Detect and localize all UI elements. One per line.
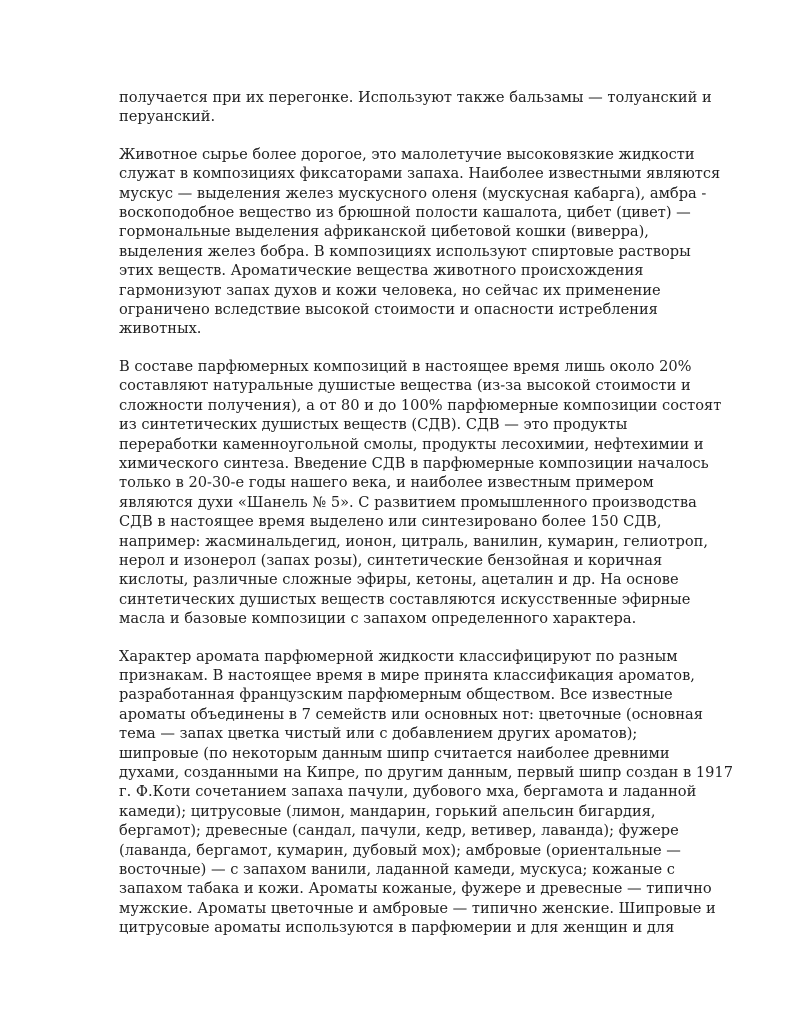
text-line: мужские. Ароматы цветочные и амбровые — типично женские. Шипровые и [119,899,716,917]
text-line: ограничено вследствие высокой стоимости и опасности истребления [119,301,658,319]
text-line: цитрусовые ароматы используются в парфюмерии и для женщин и для [119,919,675,937]
text-line: ароматы объединены в 7 семейств или основных нот: цветочные (основная [119,705,703,723]
text-line: нерол и изонерол (запах розы), синтетические бензойная и коричная [119,551,663,569]
text-line: СДВ в настоящее время выделено или синтезировано более 150 СДВ, [119,513,662,531]
text-line: животных. [119,320,202,338]
text-line: камеди); цитрусовые (лимон, мандарин, горький апельсин бигардия, [119,802,656,820]
text-line: запахом табака и кожи. Ароматы кожаные, фужере и древесные — типично [119,880,712,898]
text-line: получается при их перегонке. Используют также бальзамы — толуанский и [119,89,712,106]
text-line: Характер аромата парфюмерной жидкости классифицируют по разным [119,647,678,665]
text-line: воскоподобное вещество из брюшной полости кашалота, цибет (цивет) — [119,204,691,222]
text-line: перуанский. [119,108,216,126]
text-line: только в 20-30-е годы нашего века, и наиболее известным примером [119,474,654,492]
text-line: переработки каменноугольной смолы, продукты лесохимии, нефтехимии и [119,435,704,453]
text-line: разработанная французским парфюмерным обществом. Все известные [119,686,673,704]
text-line: масла и базовые композиции с запахом определенного характера. [119,610,637,628]
text-line: тема — запах цветка чистый или с добавлением других ароматов); [119,725,638,743]
text-line: например: жасминальдегид, ионон, цитраль, ванилин, кумарин, гелиотроп, [119,532,708,550]
text-line: химического синтеза. Введение СДВ в парфюмерные композиции началось [119,454,709,472]
text-line: сложности получения), а от 80 и до 100% парфюмерные композиции состоят [119,396,722,414]
text-line: (лаванда, бергамот, кумарин, дубовый мох); амбровые (ориентальные — [119,841,681,859]
text-line: духами, созданными на Кипре, по другим данным, первый шипр создан в 1917 [119,764,734,781]
paragraph-4 [119,647,734,938]
text-line: шипровые (по некоторым данным шипр считается наиболее древними [119,744,670,762]
text-line: В составе парфюмерных композиций в настоящее время лишь около 20% [119,357,692,375]
text-line: этих веществ. Ароматические вещества животного происхождения [119,262,644,280]
text-line: гормональные выделения африканской цибетовой кошки (виверра), [119,223,649,241]
text-line: мускус — выделения желез мускусного оленя (мускусная кабарга), амбра - [119,184,707,202]
text-line: признакам. В настоящее время в мире принята классификация ароматов, [119,666,695,684]
document-page [119,88,734,956]
paragraph-2 [119,145,721,339]
text-line: Животное сырье более дорогое, это малолетучие высоковязкие жидкости [119,145,695,163]
text-line: синтетических душистых веществ составляются искусственные эфирные [119,590,691,608]
text-line: из синтетических душистых веществ (СДВ). СДВ — это продукты [119,416,628,434]
paragraph-3 [119,357,722,629]
text-line: г. Ф.Коти сочетанием запаха пачули, дубового мха, бергамота и ладанной [119,783,697,801]
text-line: бергамот); древесные (сандал, пачули, кедр, ветивер, лаванда); фужере [119,822,679,840]
text-line: выделения желез бобра. В композициях используют спиртовые растворы [119,242,691,260]
text-line: кислоты, различные сложные эфиры, кетоны, ацеталин и др. На основе [119,571,679,589]
text-line: служат в композициях фиксаторами запаха. Наиболее известными являются [119,165,721,183]
text-line: восточные) — с запахом ванили, ладанной камеди, мускуса; кожаные с [119,861,675,879]
text-line: являются духи «Шанель № 5». С развитием промышленного производства [119,493,697,511]
text-line: составляют натуральные душистые вещества (из-за высокой стоимости и [119,377,691,395]
paragraph-1 [119,88,712,127]
text-line: гармонизуют запах духов и кожи человека, но сейчас их применение [119,281,661,299]
